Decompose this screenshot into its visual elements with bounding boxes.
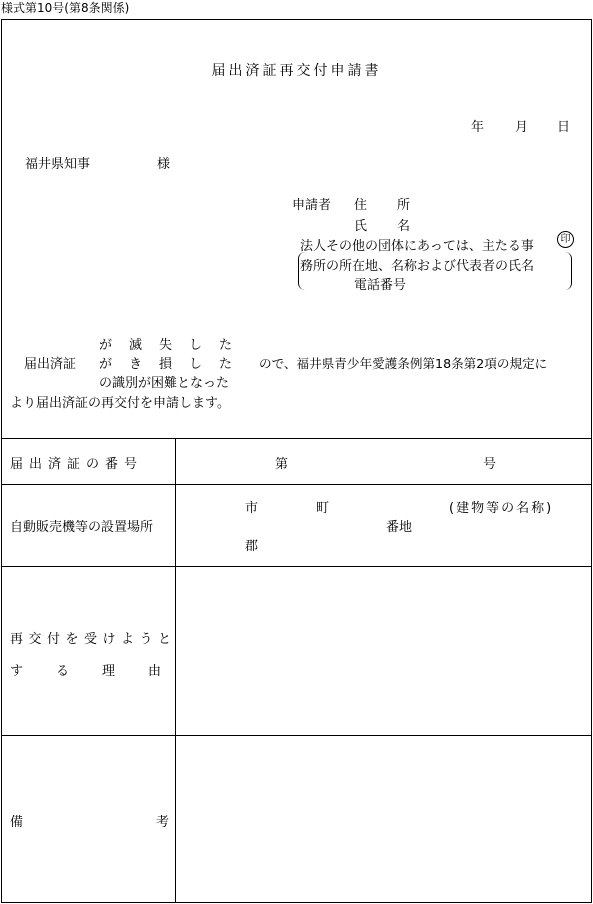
- table-top-line: [2, 438, 591, 439]
- certificate-number-dai: 第: [275, 457, 289, 472]
- addressee-governor: 福井県知事: [25, 157, 91, 172]
- location-town: 町: [316, 501, 330, 516]
- reason-option-damaged: がき損した: [99, 357, 250, 372]
- name-label: 氏名: [354, 219, 441, 234]
- remarks-label-wrap: [10, 811, 303, 830]
- location-building: (建物等の名称): [449, 501, 554, 516]
- table-line-4: [2, 735, 591, 736]
- reason-label-line2: する理由: [10, 664, 195, 679]
- location-city: 市: [245, 501, 259, 516]
- address-label-text: 住所: [354, 198, 441, 213]
- certificate-number-go: 号: [483, 457, 497, 472]
- addressee-honorific: 様: [157, 157, 171, 172]
- date-month-label: 月: [515, 120, 529, 135]
- corporation-note-line2: 務所の所在地、名称および代表者の氏名: [300, 259, 535, 274]
- reason-option-unidentifiable: の識別が困難となった: [99, 376, 230, 391]
- table-line-3: [2, 566, 591, 567]
- reason-option-lost: が滅失した: [99, 338, 250, 353]
- body-last-line: より届出済証の再交付を申請します。: [10, 396, 230, 411]
- form-number: 様式第10号(第8条関係): [1, 1, 130, 15]
- reason-label-line1: 再交付を受けようと: [10, 632, 177, 647]
- body-subject: 届出済証: [24, 357, 77, 372]
- body-continuation: ので、福井県青少年愛護条例第18条第2項の規定に: [259, 356, 548, 371]
- remarks-label: 備考: [10, 815, 303, 830]
- corporation-note-line1: 法人その他の団体にあっては、主たる事: [300, 239, 534, 254]
- table-line-2: [2, 484, 591, 485]
- application-form: [1, 19, 592, 903]
- date-year-label: 年: [471, 120, 485, 135]
- address-label: [354, 194, 441, 213]
- seal-mark: 印: [557, 231, 574, 248]
- phone-label: 電話番号: [354, 278, 407, 293]
- applicant-label: 申請者: [292, 198, 332, 213]
- location-banchi: 番地: [386, 520, 413, 535]
- form-title: 届出済証再交付申請書: [211, 63, 382, 79]
- location-district: 郡: [245, 539, 259, 554]
- certificate-number-label: 届出済証の番号: [10, 457, 144, 472]
- date-day-label: 日: [557, 120, 571, 135]
- location-label: 自動販売機等の設置場所: [10, 520, 154, 535]
